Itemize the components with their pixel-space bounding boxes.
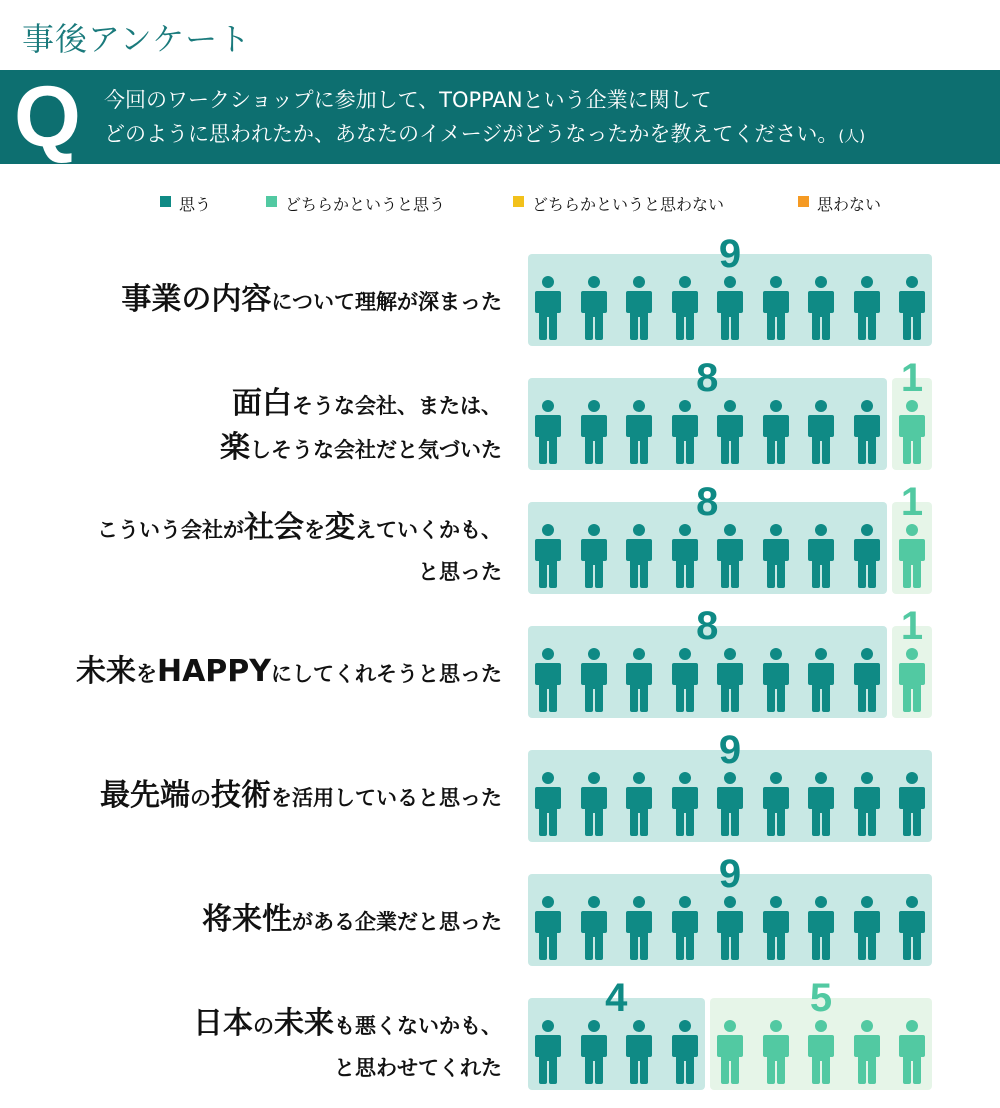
person-icon [716, 276, 744, 340]
row-label-line [193, 1048, 502, 1090]
legend-label: 思わない [817, 195, 882, 214]
legend-item [160, 192, 211, 215]
row-label-text: HAPPY [156, 654, 271, 689]
row-label-line [76, 652, 502, 696]
person-icon [716, 648, 744, 712]
row-label-text: こういう会社が [97, 518, 244, 542]
person-icon [580, 896, 608, 960]
person-icon [671, 400, 699, 464]
row-label-text: えていくかも、 [355, 518, 502, 542]
person-icon [625, 648, 653, 712]
row-label-text: について理解が深まった [271, 290, 502, 314]
row-label-text: にしてくれそうと思った [271, 662, 502, 686]
count-label: 4 [605, 976, 628, 1020]
person-icon [898, 400, 926, 464]
person-icon [898, 648, 926, 712]
question-line-1: 今回のワークショップに参加して、TOPPANという企業に関して [104, 88, 712, 112]
row-label-line [97, 552, 502, 594]
person-icon [671, 276, 699, 340]
row-label-text: 最先端 [100, 778, 190, 813]
row-label [97, 508, 502, 594]
row-label-text: 日本 [193, 1006, 253, 1041]
row-label-text: 将来性 [202, 902, 292, 937]
legend-label: 思う [179, 195, 212, 214]
question-line-2-wrap [104, 117, 984, 153]
row-label-text: 事業の内容 [121, 282, 272, 317]
count-label: 9 [718, 728, 742, 772]
person-icon [580, 276, 608, 340]
legend-swatch [266, 196, 277, 207]
legend-label: どちらかというと思わない [532, 195, 725, 214]
person-icon [807, 524, 835, 588]
person-icon [898, 1020, 926, 1084]
legend-item [266, 192, 445, 215]
person-icon [716, 524, 744, 588]
question-unit: (人) [838, 127, 866, 145]
person-icon [580, 772, 608, 836]
row-label-text: を活用していると思った [271, 786, 502, 810]
person-icon [671, 896, 699, 960]
row-label-text: も悪くないかも、 [334, 1014, 502, 1038]
person-icon [762, 896, 790, 960]
legend [0, 192, 1000, 216]
person-icon [534, 400, 562, 464]
row-label [76, 652, 502, 696]
person-icon [716, 772, 744, 836]
row-label-line [220, 384, 502, 428]
person-icon [534, 896, 562, 960]
question-line-2: どのように思われたか、あなたのイメージがどうなったかを教えてください。 [104, 122, 839, 146]
person-icon [671, 772, 699, 836]
person-icon [898, 772, 926, 836]
person-icon [762, 772, 790, 836]
row-label-text: 未来 [274, 1006, 334, 1041]
row-label [121, 280, 502, 324]
row-label-line [193, 1004, 502, 1048]
row-label-text: 未来 [75, 654, 136, 689]
question-text [104, 83, 984, 153]
person-icon [853, 648, 881, 712]
person-icon [898, 896, 926, 960]
row-label-text: 技術 [211, 778, 271, 813]
person-icon [625, 896, 653, 960]
person-icon [853, 400, 881, 464]
row-label-line [202, 900, 502, 944]
row-label-line [220, 428, 502, 472]
person-icon [534, 648, 562, 712]
row-label-line [121, 280, 502, 324]
legend-swatch [798, 196, 809, 207]
person-icon [762, 400, 790, 464]
person-icon [580, 524, 608, 588]
person-icon [762, 648, 790, 712]
person-icon [625, 400, 653, 464]
person-icon [853, 772, 881, 836]
row-label-text: と思った [418, 560, 502, 584]
row-label-line [97, 508, 502, 552]
person-icon [534, 276, 562, 340]
person-icon [853, 276, 881, 340]
person-icon [898, 276, 926, 340]
person-icon [716, 896, 744, 960]
person-icon [534, 772, 562, 836]
person-icon [671, 1020, 699, 1084]
count-label: 8 [696, 480, 719, 524]
count-label: 9 [718, 852, 742, 896]
person-icon [853, 896, 881, 960]
count-label: 1 [900, 480, 924, 524]
count-label: 8 [696, 356, 719, 400]
person-icon [762, 524, 790, 588]
person-icon [716, 1020, 744, 1084]
row-label [193, 1004, 502, 1090]
row-label [220, 384, 502, 472]
legend-item [798, 192, 881, 215]
count-label: 1 [900, 356, 924, 400]
person-icon [625, 1020, 653, 1084]
row-label-text: の [190, 786, 211, 810]
row-label-text: を [135, 662, 157, 686]
row-label [100, 776, 502, 820]
page-title: 事後アンケート [22, 20, 252, 58]
person-icon [807, 772, 835, 836]
row-label [202, 900, 502, 944]
person-icon [898, 524, 926, 588]
count-label: 8 [696, 604, 719, 648]
row-label-line [100, 776, 502, 820]
person-icon [671, 648, 699, 712]
row-label-text: を [304, 518, 325, 542]
person-icon [716, 400, 744, 464]
person-icon [807, 896, 835, 960]
row-label-text: しそうな会社だと気づいた [250, 438, 502, 462]
row-label-text: 楽 [220, 430, 250, 465]
row-label-text: 変 [325, 510, 355, 545]
person-icon [580, 648, 608, 712]
person-icon [625, 524, 653, 588]
legend-label: どちらかというと思う [285, 195, 446, 214]
person-icon [671, 524, 699, 588]
legend-item [513, 192, 724, 215]
person-icon [807, 1020, 835, 1084]
row-label-text: と思わせてくれた [334, 1056, 502, 1080]
count-label: 5 [809, 976, 833, 1020]
person-icon [853, 524, 881, 588]
person-icon [534, 524, 562, 588]
person-icon [534, 1020, 562, 1084]
person-icon [807, 276, 835, 340]
row-label-text: の [253, 1014, 274, 1038]
person-icon [807, 400, 835, 464]
row-label-text: 社会 [244, 510, 304, 545]
person-icon [762, 276, 790, 340]
person-icon [853, 1020, 881, 1084]
count-label: 9 [718, 232, 742, 276]
person-icon [580, 1020, 608, 1084]
person-icon [762, 1020, 790, 1084]
legend-swatch [160, 196, 171, 207]
legend-swatch [513, 196, 524, 207]
question-banner [0, 70, 1000, 164]
person-icon [625, 276, 653, 340]
question-mark: Q [14, 69, 81, 165]
count-label: 1 [900, 604, 924, 648]
person-icon [625, 772, 653, 836]
row-label-text: そうな会社、または、 [292, 394, 502, 418]
person-icon [580, 400, 608, 464]
row-label-text: 面白 [232, 386, 292, 421]
row-label-text: がある企業だと思った [292, 910, 502, 934]
person-icon [807, 648, 835, 712]
